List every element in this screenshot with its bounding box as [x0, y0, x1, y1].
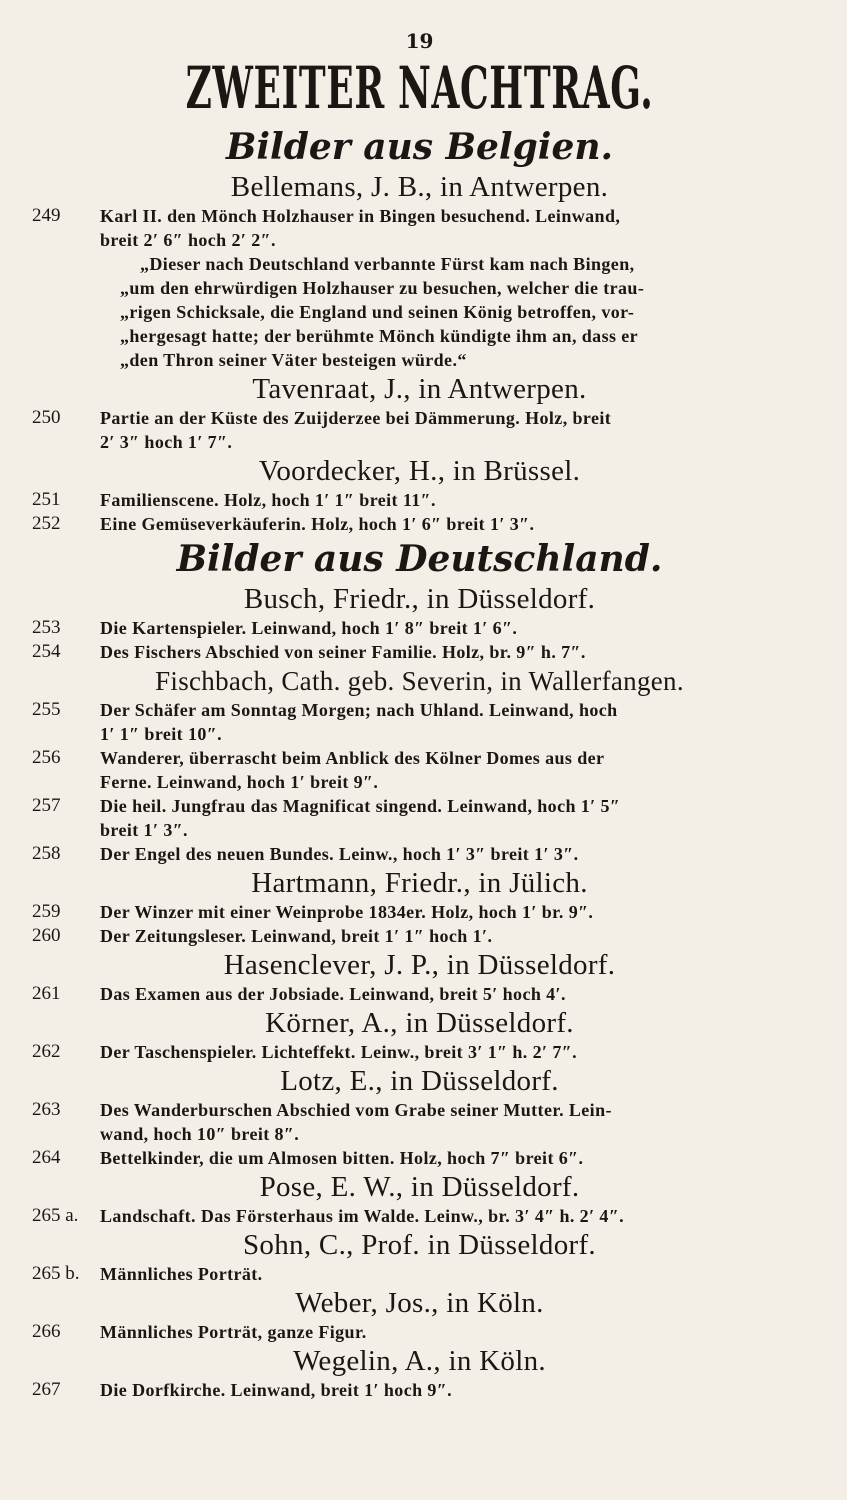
entry-line: Die Kartenspieler. Leinwand, hoch 1′ 8″ breit 1′ 6″.	[100, 618, 518, 638]
entry-line: Des Wanderburschen Abschied vom Grabe seiner Mutter. Lein-	[100, 1100, 612, 1120]
entry-description	[100, 640, 807, 664]
entry-number: 253	[32, 617, 61, 638]
entry-description	[100, 1320, 807, 1344]
artist-heading: Voordecker, H., in Brüssel.	[258, 455, 581, 487]
entry-line: Des Fischers Abschied von seiner Familie. Holz, br. 9″ h. 7″.	[100, 642, 586, 662]
entry-line: Das Examen aus der Jobsiade. Leinwand, breit 5′ hoch 4′.	[100, 984, 566, 1004]
catalog-entry	[32, 204, 807, 252]
entry-line: Familienscene. Holz, hoch 1′ 1″ breit 11″.	[100, 490, 436, 510]
entry-description	[100, 698, 807, 746]
artist-heading: Sohn, C., Prof. in Düsseldorf.	[243, 1229, 596, 1261]
catalog-entry	[32, 488, 807, 512]
entry-number: 260	[32, 925, 61, 946]
entry-description	[100, 488, 807, 512]
entry-number: 266	[32, 1321, 61, 1342]
catalog-entry	[32, 698, 807, 746]
catalog-entry	[32, 1378, 807, 1402]
entry-number: 267	[32, 1379, 61, 1400]
artist-heading: Körner, A., in Düsseldorf.	[265, 1007, 574, 1039]
catalog-entry	[32, 900, 807, 924]
entry-description	[100, 1040, 807, 1064]
entry-number: 250	[32, 407, 61, 428]
section-title: Bilder aus Deutschland.	[176, 538, 663, 580]
entry-line: Partie an der Küste des Zuijderzee bei Dämmerung. Holz, breit	[100, 408, 612, 428]
entry-description	[100, 924, 807, 948]
entry-description	[100, 1204, 807, 1228]
catalog-entry	[32, 924, 807, 948]
artist-heading: Busch, Friedr., in Düsseldorf.	[243, 583, 596, 615]
catalog-entry	[32, 1040, 807, 1064]
entry-line: Männliches Porträt.	[100, 1264, 263, 1284]
artist-heading: Tavenraat, J., in Antwerpen.	[252, 373, 587, 405]
catalog-entry	[32, 1320, 807, 1344]
catalog-content	[32, 124, 807, 1402]
entry-number: 262	[32, 1041, 61, 1062]
artist-heading: Pose, E. W., in Düsseldorf.	[259, 1171, 580, 1203]
entry-line: Männliches Porträt, ganze Figur.	[100, 1322, 367, 1342]
entry-number: 258	[32, 843, 61, 864]
catalog-entry	[32, 982, 807, 1006]
quote-line: „den Thron seiner Väter besteigen würde.“	[120, 350, 467, 370]
entry-number: 252	[32, 513, 61, 534]
entry-description	[100, 1146, 807, 1170]
catalog-entry	[32, 1204, 807, 1228]
quote-line: „Dieser nach Deutschland verbannte Fürst kam nach Bingen,	[140, 254, 635, 274]
entry-number: 257	[32, 795, 61, 816]
entry-line: Der Taschenspieler. Lichteffekt. Leinw., breit 3′ 1″ h. 2′ 7″.	[100, 1042, 577, 1062]
entry-number: 264	[32, 1147, 61, 1168]
entry-line: Eine Gemüseverkäuferin. Holz, hoch 1′ 6″ breit 1′ 3″.	[100, 514, 535, 534]
entry-description	[100, 1378, 807, 1402]
entry-description	[100, 512, 807, 536]
entry-line: Der Zeitungsleser. Leinwand, breit 1′ 1″ hoch 1′.	[100, 926, 493, 946]
artist-heading: Fischbach, Cath. geb. Severin, in Wallerfangen.	[155, 666, 684, 696]
entry-line: Der Winzer mit einer Weinprobe 1834er. Holz, hoch 1′ br. 9″.	[100, 902, 594, 922]
entry-number: 251	[32, 489, 61, 510]
catalog-entry	[32, 1146, 807, 1170]
artist-heading: Hartmann, Friedr., in Jülich.	[251, 867, 588, 899]
entry-number: 261	[32, 983, 61, 1004]
entry-line: Der Schäfer am Sonntag Morgen; nach Uhland. Leinwand, hoch	[100, 700, 618, 720]
entry-number: 265 a.	[32, 1205, 79, 1226]
entry-line: wand, hoch 10″ breit 8″.	[100, 1124, 300, 1144]
quote-line: „hergesagt hatte; der berühmte Mönch kündigte ihm an, dass er	[120, 326, 639, 346]
artist-heading: Wegelin, A., in Köln.	[293, 1345, 546, 1377]
entry-description	[100, 746, 807, 794]
entry-quote	[32, 252, 807, 372]
entry-line: breit 2′ 6″ hoch 2′ 2″.	[100, 230, 276, 250]
entry-line: Ferne. Leinwand, hoch 1′ breit 9″.	[100, 772, 379, 792]
entry-description	[100, 982, 807, 1006]
entry-line: Die heil. Jungfrau das Magnificat singend. Leinwand, hoch 1′ 5″	[100, 796, 621, 816]
quote-line: „rigen Schicksale, die England und seinen König betroffen, vor-	[120, 302, 635, 322]
catalog-entry	[32, 406, 807, 454]
entry-line: 2′ 3″ hoch 1′ 7″.	[100, 432, 233, 452]
artist-heading: Weber, Jos., in Köln.	[295, 1287, 544, 1319]
entry-description	[100, 842, 807, 866]
entry-line: Bettelkinder, die um Almosen bitten. Holz, hoch 7″ breit 6″.	[100, 1148, 584, 1168]
catalog-entry	[32, 1262, 807, 1286]
entry-number: 249	[32, 205, 61, 226]
quote-line: „um den ehrwürdigen Holzhauser zu besuchen, welcher die trau-	[120, 278, 645, 298]
catalog-entry	[32, 1098, 807, 1146]
entry-description	[100, 204, 807, 252]
entry-line: Karl II. den Mönch Holzhauser in Bingen besuchend. Leinwand,	[100, 206, 621, 226]
section-title: Bilder aus Belgien.	[225, 126, 614, 168]
artist-heading: Hasenclever, J. P., in Düsseldorf.	[223, 949, 616, 981]
entry-description	[100, 1098, 807, 1146]
entry-description	[100, 616, 807, 640]
catalog-entry	[32, 746, 807, 794]
entry-line: Landschaft. Das Försterhaus im Walde. Leinw., br. 3′ 4″ h. 2′ 4″.	[100, 1206, 625, 1226]
entry-number: 256	[32, 747, 61, 768]
artist-heading: Lotz, E., in Düsseldorf.	[280, 1065, 559, 1097]
artist-heading: Bellemans, J. B., in Antwerpen.	[230, 171, 609, 203]
entry-number: 263	[32, 1099, 61, 1120]
entry-number: 265 b.	[32, 1263, 80, 1284]
entry-line: Die Dorfkirche. Leinwand, breit 1′ hoch 9″.	[100, 1380, 453, 1400]
entry-number: 259	[32, 901, 61, 922]
main-title: ZWEITER NACHTRAG.	[185, 54, 654, 122]
entry-line: Wanderer, überrascht beim Anblick des Kölner Domes aus der	[100, 748, 605, 768]
catalog-entry	[32, 842, 807, 866]
page-number: 19	[405, 29, 434, 53]
catalog-entry	[32, 616, 807, 640]
catalog-entry	[32, 794, 807, 842]
entry-line: 1′ 1″ breit 10″.	[100, 724, 223, 744]
entry-number: 254	[32, 641, 61, 662]
entry-description	[100, 794, 807, 842]
entry-description	[100, 900, 807, 924]
catalog-entry	[32, 512, 807, 536]
entry-line: breit 1′ 3″.	[100, 820, 188, 840]
entry-line: Der Engel des neuen Bundes. Leinw., hoch 1′ 3″ breit 1′ 3″.	[100, 844, 579, 864]
entry-description	[100, 406, 807, 454]
catalog-entry	[32, 640, 807, 664]
entry-number: 255	[32, 699, 61, 720]
entry-description	[100, 1262, 807, 1286]
